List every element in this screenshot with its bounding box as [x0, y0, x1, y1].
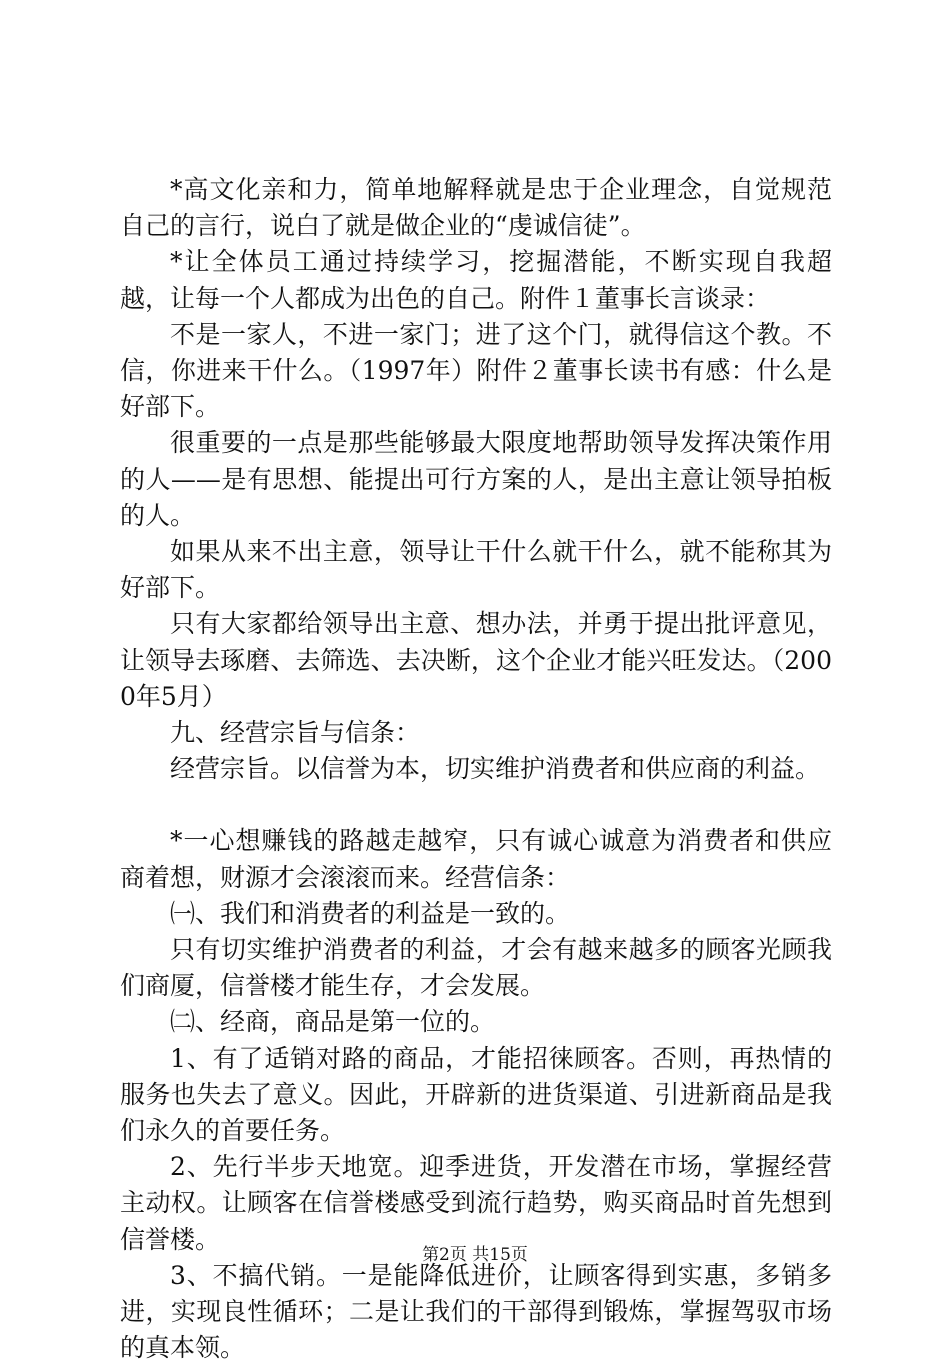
section-heading: 九、经营宗旨与信条： — [170, 718, 421, 748]
paragraph: *高文化亲和力，简单地解释就是忠于企业理念，自觉规范自己的言行，说白了就是做企业的“虔诚信徒”。 — [120, 175, 832, 241]
subsection-heading: ㈠、我们和消费者的利益是一致的。 — [170, 898, 571, 928]
subsection-heading: ㈡、经商，商品是第一位的。 — [170, 1007, 496, 1037]
paragraph: *让全体员工通过持续学习，挖掘潜能，不断实现自我超越，让每一个人都成为出色的自己。附件１董事长言谈录： — [120, 247, 832, 313]
paragraph: 只有大家都给领导出主意、想办法，并勇于提出批评意见，让领导去琢磨、去筛选、去决断，这个企业才能兴旺发达。（2000年5月） — [120, 609, 832, 711]
list-item: 3、不搞代销。一是能降低进价，让顾客得到实惠，多销多进，实现良性循环；二是让我们的干部得到锻炼，掌握驾驭市场的真本领。 — [120, 1260, 832, 1363]
paragraph: 如果从来不出主意，领导让干什么就干什么，就不能称其为好部下。 — [120, 537, 832, 603]
paragraph: 经营宗旨。以信誉为本，切实维护消费者和供应商的利益。 — [170, 754, 821, 784]
document-body — [120, 172, 832, 1367]
paragraph: 很重要的一点是那些能够最大限度地帮助领导发挥决策作用的人——是有思想、能提出可行方案的人，是出主意让领导拍板的人。 — [120, 428, 832, 530]
paragraph: 只有切实维护消费者的利益，才会有越来越多的顾客光顾我们商厦，信誉楼才能生存，才会发展。 — [120, 935, 832, 1001]
page-number-footer: 第2页 共15页 — [422, 1245, 528, 1265]
paragraph: 不是一家人，不进一家门；进了这个门，就得信这个教。不信，你进来干什么。（1997年）附件２董事长读书有感：什么是好部下。 — [120, 319, 832, 422]
list-item: 1、有了适销对路的商品，才能招徕顾客。否则，再热情的服务也失去了意义。因此，开辟新的进货渠道、引进新商品是我们永久的首要任务。 — [120, 1043, 832, 1146]
paragraph: *一心想赚钱的路越走越窄，只有诚心诚意为消费者和供应商着想，财源才会滚滚而来。经营信条： — [120, 826, 832, 892]
list-item: 2、先行半步天地宽。迎季进货，开发潜在市场，掌握经营主动权。让顾客在信誉楼感受到流行趋势，购买商品时首先想到信誉楼。 — [120, 1152, 832, 1254]
blank-line — [120, 787, 832, 823]
